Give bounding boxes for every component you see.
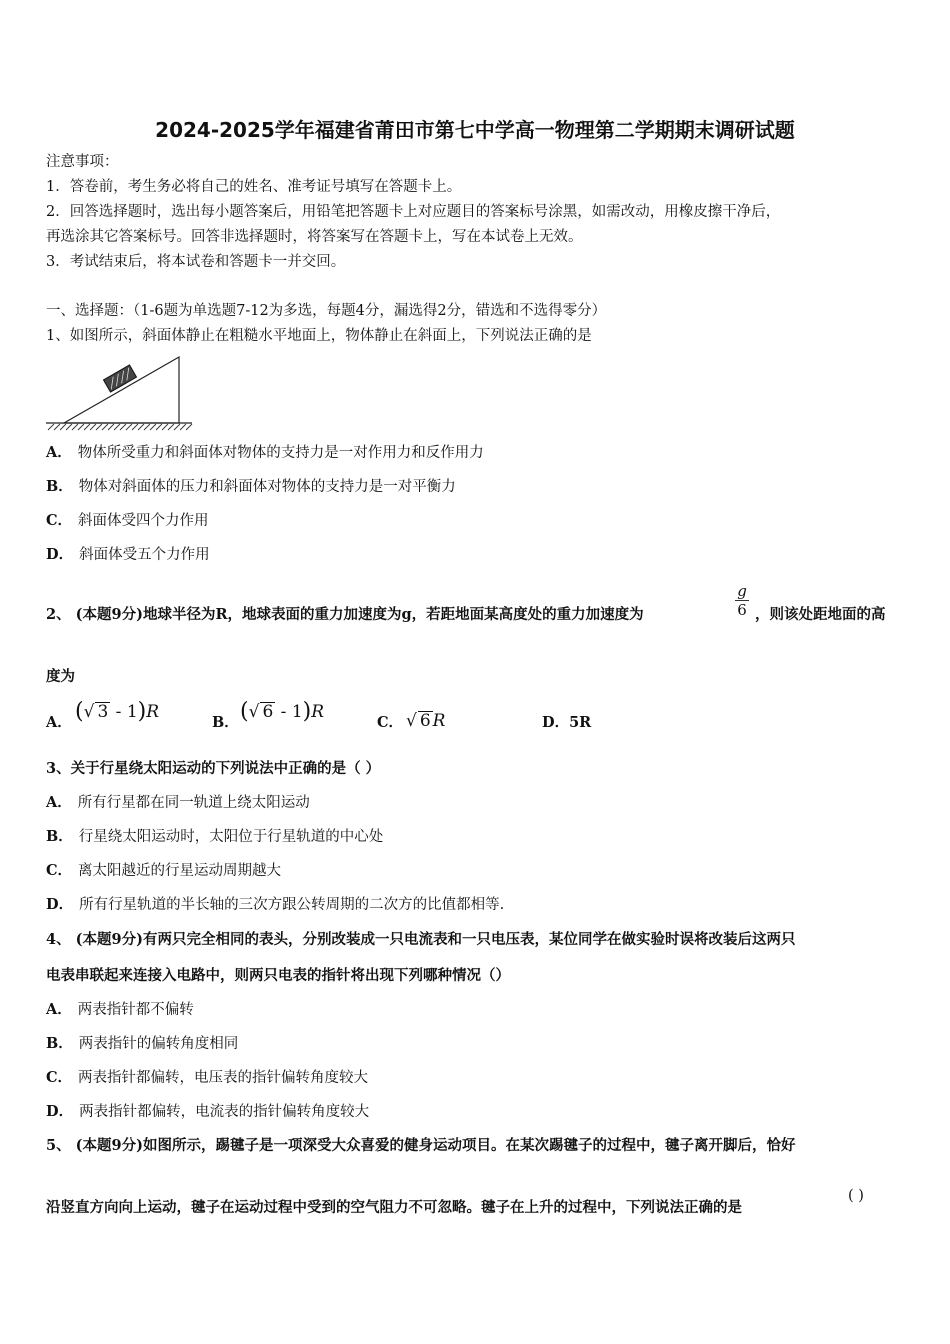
q4-option-c: C． 两表指针都偏转，电压表的指针偏转角度较大 [46, 1069, 369, 1086]
q2-option-c-expr: √ 6 R [406, 711, 446, 731]
q4-stem-2: 电表串联起来连接入电路中，则两只电表的指针将出现下列哪种情况（） [46, 967, 510, 984]
notice-heading: 注意事项： [46, 154, 119, 170]
notice-item: 1．答卷前，考生务必将自己的姓名、准考证号填写在答题卡上。 [46, 179, 462, 195]
q2-option-d: D．5R [542, 714, 592, 731]
notice-item: 2．回答选择题时，选出每小题答案后，用铅笔把答题卡上对应题目的答案标号涂黑，如需改动，用橡皮擦干净后， [46, 204, 781, 220]
q2-option-b-expr: (√ 6 - 1)R [240, 699, 325, 724]
q1-option-b: B． 物体对斜面体的压力和斜面体对物体的支持力是一对平衡力 [46, 478, 456, 495]
q1-option-c: C． 斜面体受四个力作用 [46, 512, 209, 529]
q2-stem-tail: ，则该处距地面的高 [755, 606, 886, 623]
q1-option-a: A． 物体所受重力和斜面体对物体的支持力是一对作用力和反作用力 [46, 444, 484, 461]
q4-option-d: D． 两表指针都偏转，电流表的指针偏转角度较大 [46, 1103, 370, 1120]
q1-option-d: D． 斜面体受五个力作用 [46, 546, 210, 563]
section-heading: 一、选择题：（1-6题为单选题7-12为多选，每题4分，漏选得2分，错选和不选得零分） [46, 303, 607, 319]
notice-item: 再选涂其它答案标号。回答非选择题时，将答案写在答题卡上，写在本试卷上无效。 [46, 229, 583, 245]
q4-option-a: A． 两表指针都不偏转 [46, 1001, 194, 1018]
q2-fraction: g 6 [733, 582, 751, 619]
q3-option-a: A． 所有行星都在同一轨道上绕太阳运动 [46, 794, 310, 811]
q2-option-b-label: B． [212, 714, 239, 731]
q4-stem: 4、 (本题9分)有两只完全相同的表头，分别改装成一只电流表和一只电压表，某位同学在做实验时误将改装后这两只 [46, 931, 796, 948]
q5-answer-blank: ( ) [848, 1188, 864, 1204]
q4-option-b: B． 两表指针的偏转角度相同 [46, 1035, 239, 1052]
q2-stem: 2、 (本题9分)地球半径为R，地球表面的重力加速度为g，若距地面某高度处的重力加速度为 [46, 606, 644, 623]
incline-wedge [64, 357, 179, 423]
page-title: 2024-2025学年福建省莆田市第七中学高一物理第二学期期末调研试题 [155, 118, 795, 142]
incline-figure [44, 354, 194, 432]
ground-hatch [48, 424, 192, 430]
q3-option-b: B． 行星绕太阳运动时，太阳位于行星轨道的中心处 [46, 828, 384, 845]
q5-stem-2: 沿竖直方向向上运动，毽子在运动过程中受到的空气阻力不可忽略。毽子在上升的过程中，下列说法正确的是 [46, 1199, 742, 1216]
q3-stem: 3、关于行星绕太阳运动的下列说法中正确的是（ ） [46, 760, 381, 777]
q3-option-c: C． 离太阳越近的行星运动周期越大 [46, 862, 282, 879]
q2-option-c-label: C． [377, 714, 404, 731]
q1-stem: 1、如图所示，斜面体静止在粗糙水平地面上，物体静止在斜面上，下列说法正确的是 [46, 328, 592, 344]
q2-stem-2: 度为 [46, 668, 75, 685]
q3-option-d: D． 所有行星轨道的半长轴的三次方跟公转周期的二次方的比值都相等. [46, 896, 505, 913]
q5-stem: 5、 (本题9分)如图所示，踢毽子是一项深受大众喜爱的健身运动项目。在某次踢毽子的过程中，毽子离开脚后，恰好 [46, 1137, 796, 1154]
q2-option-a-label: A． [46, 714, 72, 731]
notice-item: 3．考试结束后，将本试卷和答题卡一并交回。 [46, 254, 346, 270]
block-on-incline [104, 365, 137, 392]
q2-option-a-expr: (√ 3 - 1)R [75, 699, 160, 724]
